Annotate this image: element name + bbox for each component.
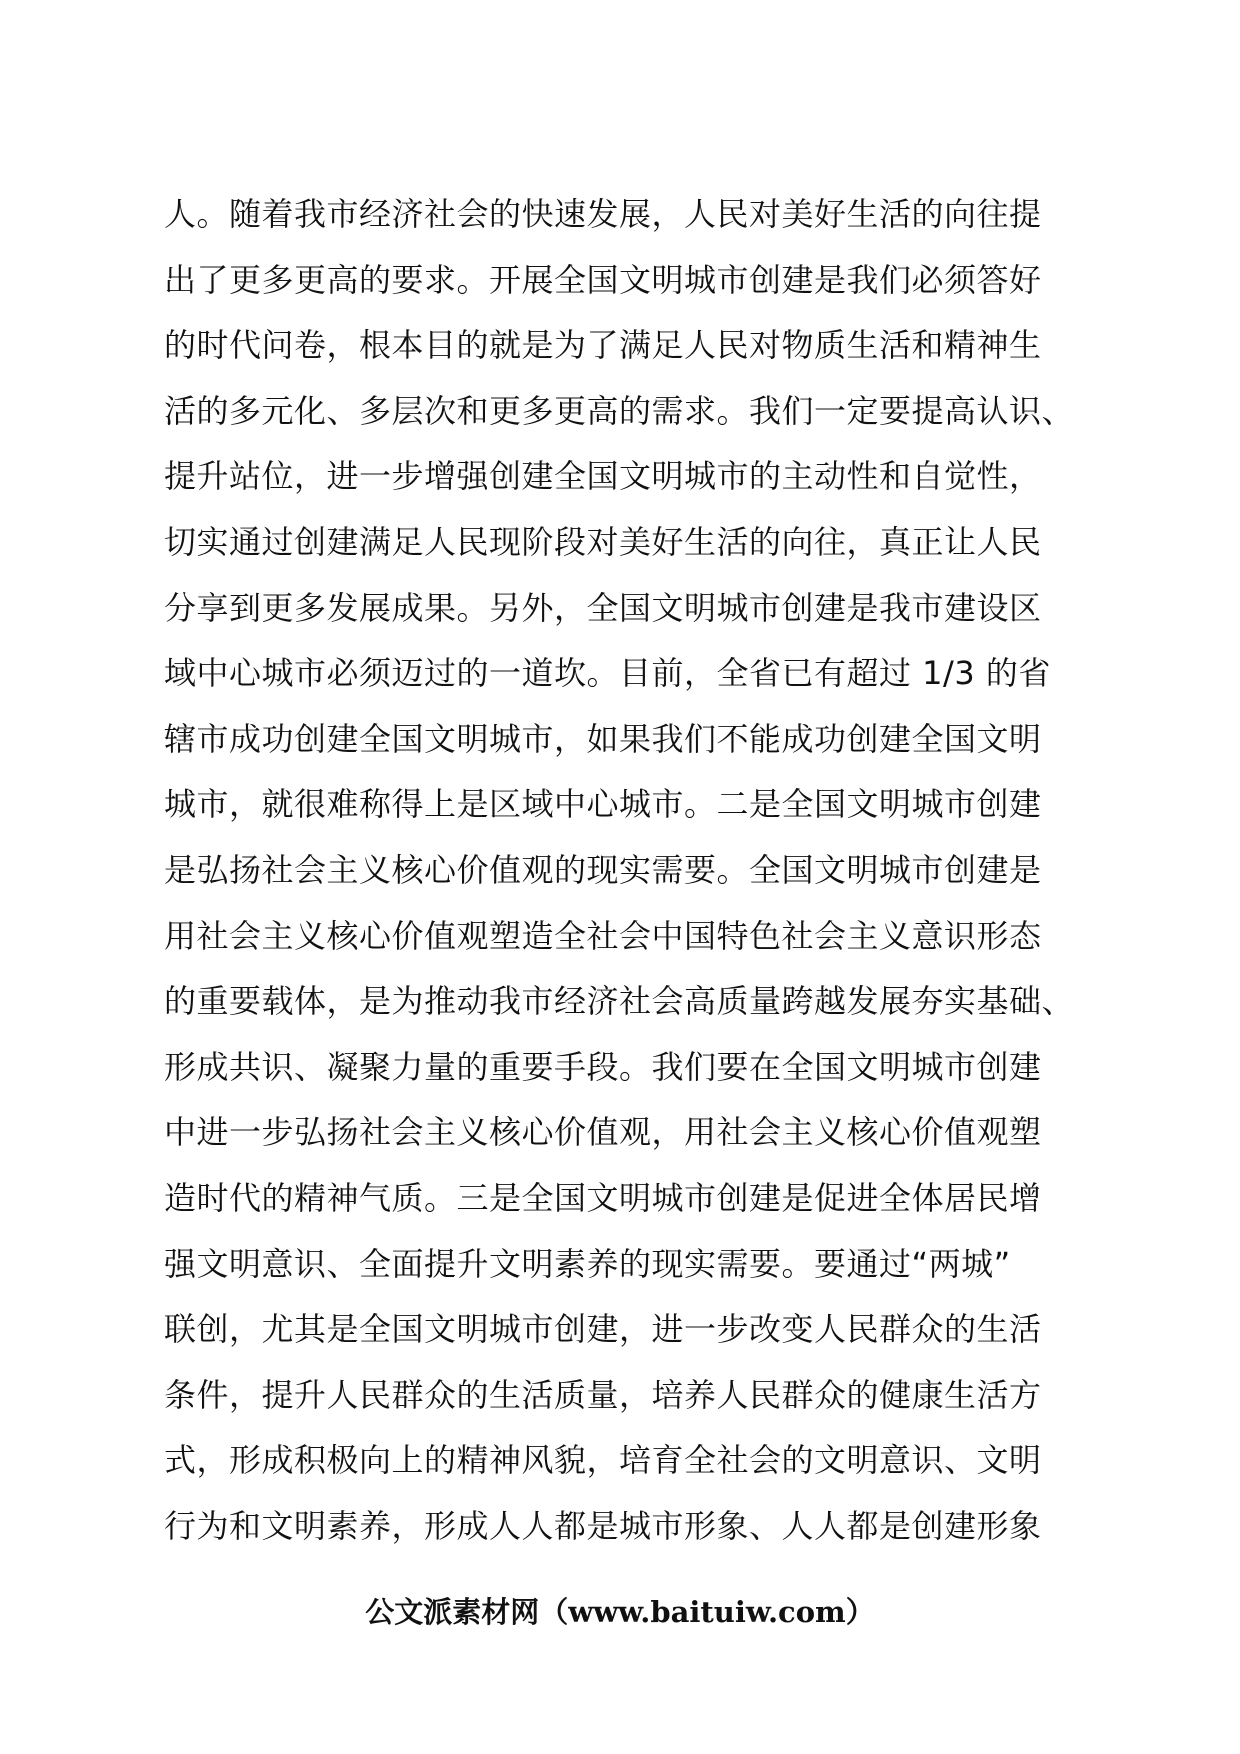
text-line: 人。随着我市经济社会的快速发展，人民对美好生活的向往提 bbox=[164, 195, 1042, 233]
text-line: 行为和文明素养，形成人人都是城市形象、人人都是创建形象 bbox=[164, 1506, 1042, 1545]
text-line: 域中心城市必须迈过的一道坎。目前，全省已有超过 1/3 的省 bbox=[164, 654, 1051, 693]
body-text bbox=[164, 182, 1094, 1559]
text-line: 用社会主义核心价值观塑造全社会中国特色社会主义意识形态 bbox=[164, 916, 1042, 955]
text-line: 的时代问卷，根本目的就是为了满足人民对物质生活和精神生 bbox=[164, 326, 1042, 365]
text-line: 切实通过创建满足人民现阶段对美好生活的向往，真正让人民 bbox=[164, 522, 1042, 561]
text-line: 辖市成功创建全国文明城市，如果我们不能成功创建全国文明 bbox=[164, 719, 1042, 758]
text-line: 中进一步弘扬社会主义核心价值观，用社会主义核心价值观塑 bbox=[164, 1113, 1042, 1152]
text-line: 城市，就很难称得上是区域中心城市。二是全国文明城市创建 bbox=[164, 785, 1042, 824]
text-line: 活的多元化、多层次和更多更高的需求。我们一定要提高认识、 bbox=[164, 391, 1075, 430]
page-footer: 公文派素材网（www.baituiw.com） bbox=[365, 1595, 875, 1629]
text-line: 分享到更多发展成果。另外，全国文明城市创建是我市建设区 bbox=[164, 588, 1042, 627]
text-line: 的重要载体，是为推动我市经济社会高质量跨越发展夯实基础、 bbox=[164, 982, 1075, 1021]
text-line: 条件，提升人民群众的生活质量，培养人民群众的健康生活方 bbox=[164, 1375, 1042, 1414]
text-line: 强文明意识、全面提升文明素养的现实需要。要通过“两城” bbox=[164, 1244, 1011, 1283]
text-line: 提升站位，进一步增强创建全国文明城市的主动性和自觉性， bbox=[164, 457, 1042, 496]
text-line: 造时代的精神气质。三是全国文明城市创建是促进全体居民增 bbox=[164, 1178, 1042, 1217]
text-line: 形成共识、凝聚力量的重要手段。我们要在全国文明城市创建 bbox=[164, 1047, 1042, 1086]
text-line: 式，形成积极向上的精神风貌，培育全社会的文明意识、文明 bbox=[164, 1441, 1042, 1480]
text-line: 是弘扬社会主义核心价值观的现实需要。全国文明城市创建是 bbox=[164, 850, 1042, 889]
text-line: 出了更多更高的要求。开展全国文明城市创建是我们必须答好 bbox=[164, 260, 1042, 299]
text-line: 联创，尤其是全国文明城市创建，进一步改变人民群众的生活 bbox=[164, 1310, 1042, 1349]
